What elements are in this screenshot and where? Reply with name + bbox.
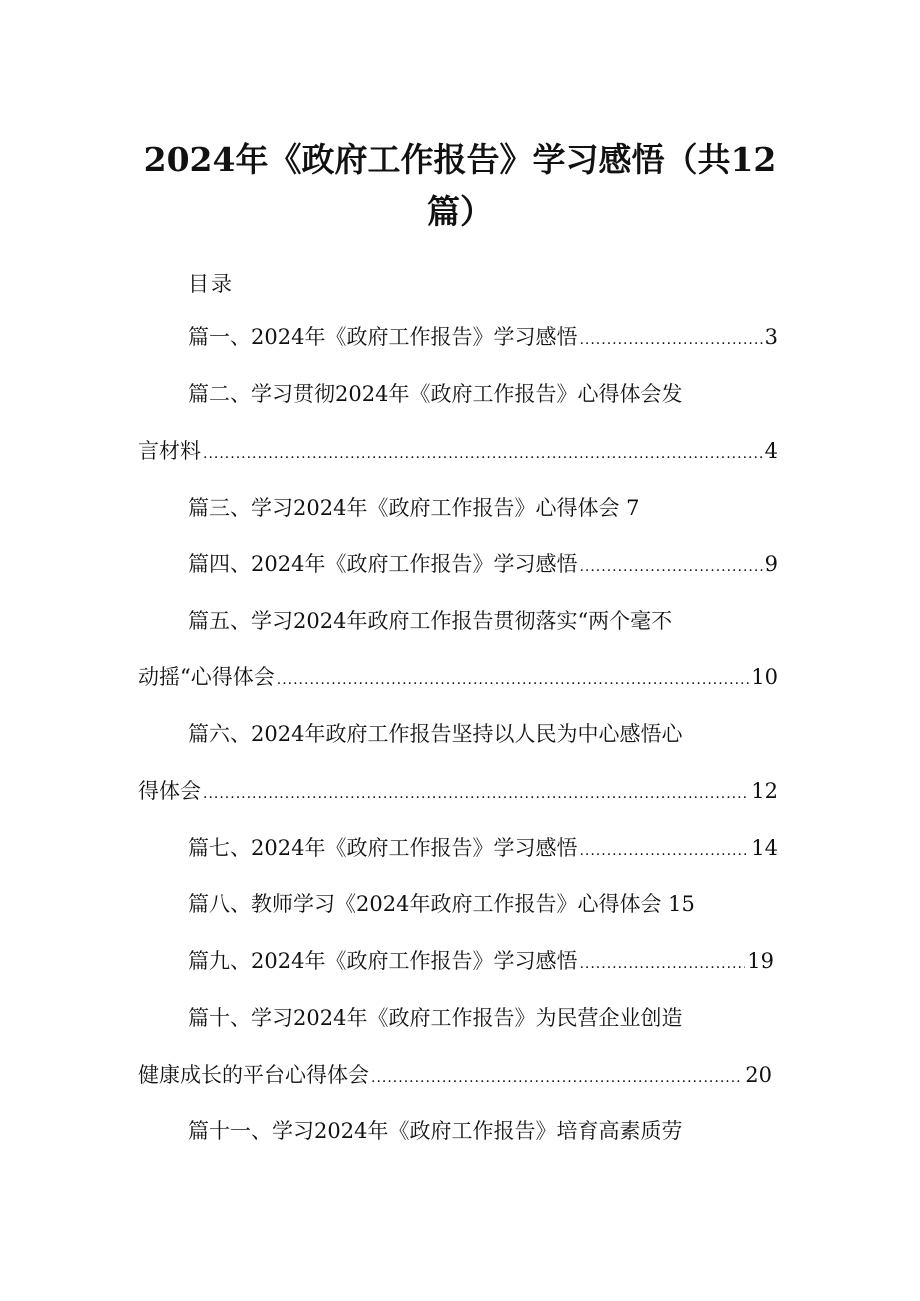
title-line-1: 2024年《政府工作报告》学习感悟（共12 xyxy=(143,140,777,179)
toc-heading: 目录 xyxy=(188,272,234,296)
toc-page-number: 4 xyxy=(764,439,778,463)
toc-entry-text: 篇七、2024年《政府工作报告》学习感悟 xyxy=(188,836,578,860)
toc-entry[interactable] xyxy=(188,548,778,582)
toc-entry[interactable] xyxy=(188,492,778,526)
toc-leader-dots xyxy=(579,843,749,859)
toc-entry[interactable] xyxy=(188,945,774,979)
toc-leader-dots xyxy=(203,446,763,462)
title-line-2: 篇） xyxy=(427,192,493,231)
toc-entry-continuation[interactable] xyxy=(138,661,778,695)
toc-entry-text: 篇一、2024年《政府工作报告》学习感悟 xyxy=(188,325,578,349)
toc-entry[interactable] xyxy=(188,888,778,922)
toc-entry[interactable] xyxy=(188,1002,778,1036)
toc-entry-text: 篇四、2024年《政府工作报告》学习感悟 xyxy=(188,552,578,576)
toc-entry-text: 篇十、学习2024年《政府工作报告》为民营企业创造 xyxy=(188,1006,683,1030)
toc-leader-dots xyxy=(579,332,762,348)
toc-leader-dots xyxy=(371,1070,743,1086)
toc-leader-dots xyxy=(277,672,750,688)
toc-entry-continuation[interactable] xyxy=(138,1059,772,1093)
toc-page-number: 9 xyxy=(764,552,778,576)
toc-entry-continuation[interactable] xyxy=(138,435,778,469)
toc-entry[interactable] xyxy=(188,378,778,412)
toc-page-number: 19 xyxy=(747,949,774,973)
toc-leader-dots xyxy=(579,559,762,575)
toc-entry[interactable] xyxy=(188,605,778,639)
toc-entry-text: 篇三、学习2024年《政府工作报告》心得体会 7 xyxy=(188,496,640,520)
toc-page-number: 12 xyxy=(751,779,778,803)
toc-entry[interactable] xyxy=(188,321,778,355)
toc-page-number: 10 xyxy=(751,665,778,689)
toc-page-number: 14 xyxy=(751,836,778,860)
toc-entry-text: 动摇“心得体会 xyxy=(138,665,275,689)
toc-entry-text: 篇六、2024年政府工作报告坚持以人民为中心感悟心 xyxy=(188,722,683,746)
toc-entry-continuation[interactable] xyxy=(138,775,778,809)
toc-entry-text: 篇五、学习2024年政府工作报告贯彻落实“两个毫不 xyxy=(188,609,673,633)
toc-page-number: 20 xyxy=(745,1063,772,1087)
toc-entry-text: 篇十一、学习2024年《政府工作报告》培育高素质劳 xyxy=(188,1119,683,1143)
toc-leader-dots xyxy=(203,786,749,802)
toc-leader-dots xyxy=(579,956,745,972)
toc-entry[interactable] xyxy=(188,832,778,866)
toc-entry-text: 言材料 xyxy=(138,439,201,463)
toc-page-number: 3 xyxy=(764,325,778,349)
document-title xyxy=(120,134,800,238)
toc-entry[interactable] xyxy=(188,1115,778,1149)
toc-entry-text: 篇八、教师学习《2024年政府工作报告》心得体会 15 xyxy=(188,892,695,916)
toc-entry-text: 得体会 xyxy=(138,779,201,803)
toc-entry-text: 篇二、学习贯彻2024年《政府工作报告》心得体会发 xyxy=(188,382,683,406)
toc-entry-text: 健康成长的平台心得体会 xyxy=(138,1063,369,1087)
toc-entry-text: 篇九、2024年《政府工作报告》学习感悟 xyxy=(188,949,578,973)
toc-entry[interactable] xyxy=(188,718,778,752)
